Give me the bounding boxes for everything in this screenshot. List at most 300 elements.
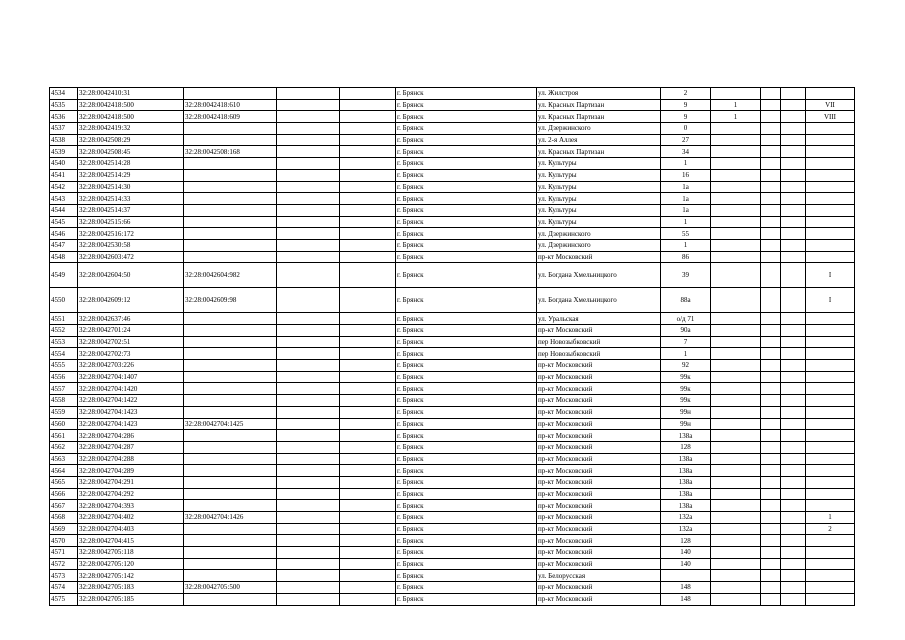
row-number: 4557 [51, 384, 65, 393]
city-name: г. Брянск [397, 338, 424, 347]
city-cell [396, 593, 537, 605]
empty-cell [340, 406, 396, 418]
row-number-cell [50, 500, 78, 512]
cadastral-number: 32:28:0042419:32 [79, 124, 131, 133]
related-cadastral-cell [184, 99, 277, 111]
table-row [50, 570, 855, 582]
row-number: 4547 [51, 241, 65, 250]
cadastral-number-cell [78, 395, 184, 407]
empty-cell [277, 406, 340, 418]
street-cell [537, 488, 661, 500]
premises-cell [806, 123, 855, 135]
row-number: 4568 [51, 513, 65, 522]
street-cell [537, 193, 661, 205]
city-cell [396, 488, 537, 500]
street-name: ул. Культуры [538, 171, 577, 180]
row-number: 4544 [51, 206, 65, 215]
empty-cell [781, 325, 806, 337]
premises-value: I [828, 296, 832, 305]
row-number-cell [50, 204, 78, 216]
empty-cell [761, 288, 781, 313]
house-number-cell [661, 158, 711, 170]
building-cell [711, 593, 761, 605]
city-name: г. Брянск [397, 206, 424, 215]
street-name: пр-кт Московский [538, 326, 593, 335]
premises-cell [806, 476, 855, 488]
house-number-cell [661, 593, 711, 605]
house-number: 138а [678, 466, 693, 475]
building-cell [711, 558, 761, 570]
premises-cell [806, 204, 855, 216]
empty-cell [340, 216, 396, 228]
premises-cell [806, 181, 855, 193]
house-number-cell [661, 523, 711, 535]
premises-cell [806, 263, 855, 288]
house-number: 138а [678, 501, 693, 510]
street-name: ул. Культуры [538, 194, 577, 203]
city-cell [396, 523, 537, 535]
empty-cell [277, 371, 340, 383]
house-number-cell [661, 228, 711, 240]
empty-cell [781, 441, 806, 453]
building-cell [711, 263, 761, 288]
related-cadastral-number: 32:28:0042704:1425 [185, 419, 244, 428]
city-cell [396, 193, 537, 205]
city-name: г. Брянск [397, 136, 424, 145]
premises-cell [806, 88, 855, 100]
cadastral-number: 32:28:0042704:291 [79, 478, 134, 487]
house-number: 138а [678, 489, 693, 498]
empty-cell [761, 158, 781, 170]
empty-cell [340, 263, 396, 288]
empty-cell [761, 239, 781, 251]
premises-cell [806, 383, 855, 395]
street-cell [537, 228, 661, 240]
empty-cell [277, 465, 340, 477]
row-number-cell [50, 570, 78, 582]
house-number-cell [661, 430, 711, 442]
row-number: 4565 [51, 478, 65, 487]
city-cell [396, 535, 537, 547]
table-row [50, 582, 855, 594]
row-number-cell [50, 441, 78, 453]
city-name: г. Брянск [397, 194, 424, 203]
premises-value: VIII [823, 112, 837, 121]
table-row [50, 465, 855, 477]
empty-cell [277, 336, 340, 348]
street-cell [537, 418, 661, 430]
premises-value: 2 [828, 525, 832, 534]
empty-cell [781, 512, 806, 524]
empty-cell [277, 288, 340, 313]
row-number: 4569 [51, 525, 65, 534]
empty-cell [277, 239, 340, 251]
cadastral-number: 32:28:0042508:29 [79, 136, 131, 145]
street-name: ул. Богдана Хмельницкого [538, 296, 617, 305]
empty-cell [340, 204, 396, 216]
building-cell [711, 500, 761, 512]
house-number-cell [661, 193, 711, 205]
street-cell [537, 453, 661, 465]
row-number-cell [50, 263, 78, 288]
cadastral-number-cell [78, 181, 184, 193]
street-name: пр-кт Московский [538, 595, 593, 604]
city-cell [396, 251, 537, 263]
table-row [50, 134, 855, 146]
house-number-cell [661, 360, 711, 372]
house-number: 86 [682, 252, 689, 261]
empty-cell [277, 228, 340, 240]
city-cell [396, 582, 537, 594]
cadastral-number: 32:28:0042703:226 [79, 361, 134, 370]
row-number-cell [50, 371, 78, 383]
house-number-cell [661, 99, 711, 111]
row-number-cell [50, 111, 78, 123]
row-number-cell [50, 158, 78, 170]
row-number: 4566 [51, 489, 65, 498]
related-cadastral-cell [184, 313, 277, 325]
empty-cell [761, 535, 781, 547]
empty-cell [781, 371, 806, 383]
premises-cell [806, 111, 855, 123]
street-name: пр-кт Московский [538, 478, 593, 487]
building-cell [711, 325, 761, 337]
building-cell [711, 193, 761, 205]
empty-cell [340, 547, 396, 559]
empty-cell [277, 146, 340, 158]
city-cell [396, 325, 537, 337]
cadastral-number: 32:28:0042603:472 [79, 252, 134, 261]
empty-cell [761, 88, 781, 100]
premises-cell [806, 535, 855, 547]
empty-cell [761, 204, 781, 216]
empty-cell [761, 570, 781, 582]
city-cell [396, 348, 537, 360]
building-cell [711, 430, 761, 442]
cadastral-number-cell [78, 430, 184, 442]
related-cadastral-cell [184, 204, 277, 216]
empty-cell [277, 593, 340, 605]
house-number-cell [661, 325, 711, 337]
table-row [50, 158, 855, 170]
street-name: пр-кт Московский [538, 408, 593, 417]
row-number: 4546 [51, 229, 65, 238]
related-cadastral-cell [184, 406, 277, 418]
related-cadastral-cell [184, 547, 277, 559]
street-name: пр-кт Московский [538, 548, 593, 557]
cadastral-number: 32:28:0042515:66 [79, 217, 131, 226]
building-cell [711, 158, 761, 170]
table-row [50, 99, 855, 111]
empty-cell [781, 123, 806, 135]
row-number: 4540 [51, 159, 65, 168]
building-cell [711, 169, 761, 181]
city-name: г. Брянск [397, 182, 424, 191]
house-number-cell [661, 239, 711, 251]
cadastral-number-cell [78, 418, 184, 430]
city-name: г. Брянск [397, 89, 424, 98]
empty-cell [761, 111, 781, 123]
city-name: г. Брянск [397, 443, 424, 452]
street-cell [537, 500, 661, 512]
empty-cell [277, 488, 340, 500]
building-cell [711, 488, 761, 500]
row-number: 4539 [51, 147, 65, 156]
empty-cell [340, 500, 396, 512]
city-cell [396, 360, 537, 372]
cadastral-number-cell [78, 360, 184, 372]
empty-cell [340, 488, 396, 500]
cadastral-number-cell [78, 348, 184, 360]
city-cell [396, 99, 537, 111]
row-number-cell [50, 535, 78, 547]
city-name: г. Брянск [397, 489, 424, 498]
cadastral-number-cell [78, 523, 184, 535]
building-cell [711, 441, 761, 453]
row-number: 4573 [51, 571, 65, 580]
house-number: 132а [678, 513, 693, 522]
row-number-cell [50, 169, 78, 181]
premises-value: VII [825, 101, 835, 110]
cadastral-number-cell [78, 251, 184, 263]
row-number-cell [50, 593, 78, 605]
empty-cell [781, 488, 806, 500]
row-number: 4556 [51, 373, 65, 382]
cadastral-number-cell [78, 263, 184, 288]
building-cell [711, 336, 761, 348]
premises-value: 1 [828, 513, 832, 522]
cadastral-number: 32:28:0042705:118 [79, 548, 134, 557]
street-cell [537, 158, 661, 170]
cadastral-number-cell [78, 88, 184, 100]
related-cadastral-number: 32:28:0042609:98 [185, 296, 237, 305]
cadastral-number: 32:28:0042704:1420 [79, 384, 138, 393]
street-cell [537, 406, 661, 418]
house-number-cell [661, 204, 711, 216]
empty-cell [761, 395, 781, 407]
house-number: 1 [683, 159, 688, 168]
table-row [50, 453, 855, 465]
street-name: пр-кт Московский [538, 525, 593, 534]
row-number: 4570 [51, 536, 65, 545]
related-cadastral-cell [184, 193, 277, 205]
street-cell [537, 512, 661, 524]
cadastral-number-cell [78, 593, 184, 605]
row-number: 4572 [51, 560, 65, 569]
empty-cell [781, 181, 806, 193]
house-number-cell [661, 336, 711, 348]
empty-cell [277, 123, 340, 135]
premises-cell [806, 193, 855, 205]
cadastral-number: 32:28:0042704:1423 [79, 419, 138, 428]
cadastral-number-cell [78, 383, 184, 395]
city-cell [396, 430, 537, 442]
related-cadastral-cell [184, 348, 277, 360]
street-name: пр-кт Московский [538, 489, 593, 498]
row-number-cell [50, 134, 78, 146]
street-cell [537, 570, 661, 582]
empty-cell [340, 535, 396, 547]
premises-cell [806, 146, 855, 158]
house-number: 1 [683, 241, 688, 250]
empty-cell [781, 336, 806, 348]
city-cell [396, 465, 537, 477]
related-cadastral-cell [184, 251, 277, 263]
house-number: 1а [682, 206, 689, 215]
house-number: 1а [682, 182, 689, 191]
city-name: г. Брянск [397, 454, 424, 463]
street-name: ул. Культуры [538, 217, 577, 226]
row-number-cell [50, 216, 78, 228]
cadastral-number-cell [78, 204, 184, 216]
premises-cell [806, 239, 855, 251]
premises-cell [806, 570, 855, 582]
building-cell [711, 88, 761, 100]
city-name: г. Брянск [397, 271, 424, 280]
street-name: ул. Дзержинского [538, 241, 591, 250]
table-row [50, 348, 855, 360]
house-number: 2 [683, 89, 688, 98]
cadastral-number: 32:28:0042701:24 [79, 326, 131, 335]
empty-cell [277, 348, 340, 360]
related-cadastral-cell [184, 430, 277, 442]
empty-cell [781, 558, 806, 570]
house-number-cell [661, 313, 711, 325]
related-cadastral-cell [184, 263, 277, 288]
street-cell [537, 146, 661, 158]
city-cell [396, 476, 537, 488]
street-cell [537, 547, 661, 559]
table-row [50, 558, 855, 570]
related-cadastral-cell [184, 418, 277, 430]
related-cadastral-number: 32:28:0042704:1426 [185, 513, 244, 522]
premises-cell [806, 313, 855, 325]
table-row [50, 430, 855, 442]
empty-cell [761, 251, 781, 263]
building-value: 1 [733, 112, 738, 121]
house-number-cell [661, 500, 711, 512]
city-cell [396, 134, 537, 146]
row-number: 4538 [51, 136, 65, 145]
row-number-cell [50, 395, 78, 407]
building-cell [711, 251, 761, 263]
row-number: 4559 [51, 408, 65, 417]
street-cell [537, 325, 661, 337]
empty-cell [761, 99, 781, 111]
street-cell [537, 169, 661, 181]
building-cell [711, 547, 761, 559]
row-number-cell [50, 88, 78, 100]
related-cadastral-cell [184, 500, 277, 512]
row-number-cell [50, 251, 78, 263]
house-number: 1 [683, 217, 688, 226]
table-row [50, 169, 855, 181]
city-name: г. Брянск [397, 408, 424, 417]
house-number-cell [661, 465, 711, 477]
related-cadastral-cell [184, 371, 277, 383]
empty-cell [781, 251, 806, 263]
table-row [50, 146, 855, 158]
cadastral-number: 32:28:0042704:403 [79, 525, 134, 534]
empty-cell [277, 523, 340, 535]
empty-cell [277, 500, 340, 512]
premises-cell [806, 288, 855, 313]
city-cell [396, 239, 537, 251]
table-row [50, 488, 855, 500]
empty-cell [761, 406, 781, 418]
empty-cell [781, 547, 806, 559]
cadastral-number-cell [78, 239, 184, 251]
empty-cell [277, 535, 340, 547]
building-cell [711, 371, 761, 383]
empty-cell [781, 216, 806, 228]
cadastral-number: 32:28:0042705:142 [79, 571, 134, 580]
cadastral-number: 32:28:0042514:29 [79, 171, 131, 180]
empty-cell [340, 593, 396, 605]
house-number-cell [661, 216, 711, 228]
house-number-cell [661, 169, 711, 181]
house-number: 9 [683, 112, 688, 121]
city-cell [396, 204, 537, 216]
related-cadastral-cell [184, 441, 277, 453]
empty-cell [761, 558, 781, 570]
building-cell [711, 123, 761, 135]
row-number-cell [50, 547, 78, 559]
cadastral-number: 32:28:0042704:289 [79, 466, 134, 475]
related-cadastral-cell [184, 181, 277, 193]
empty-cell [277, 134, 340, 146]
house-number-cell [661, 348, 711, 360]
building-cell [711, 111, 761, 123]
related-cadastral-cell [184, 134, 277, 146]
street-cell [537, 360, 661, 372]
empty-cell [781, 523, 806, 535]
empty-cell [781, 158, 806, 170]
house-number: 138а [678, 431, 693, 440]
city-cell [396, 395, 537, 407]
house-number-cell [661, 111, 711, 123]
cadastral-number-cell [78, 99, 184, 111]
row-number: 4571 [51, 548, 65, 557]
row-number-cell [50, 383, 78, 395]
empty-cell [340, 371, 396, 383]
house-number-cell [661, 406, 711, 418]
city-cell [396, 158, 537, 170]
street-name: ул. Культуры [538, 182, 577, 191]
row-number-cell [50, 228, 78, 240]
city-cell [396, 371, 537, 383]
city-cell [396, 558, 537, 570]
house-number-cell [661, 251, 711, 263]
row-number-cell [50, 453, 78, 465]
city-cell [396, 441, 537, 453]
empty-cell [761, 336, 781, 348]
house-number-cell [661, 488, 711, 500]
row-number-cell [50, 288, 78, 313]
empty-cell [277, 204, 340, 216]
row-number: 4553 [51, 338, 65, 347]
empty-cell [277, 181, 340, 193]
house-number-cell [661, 512, 711, 524]
empty-cell [781, 430, 806, 442]
house-number-cell [661, 263, 711, 288]
street-name: пр-кт Московский [538, 373, 593, 382]
city-cell [396, 512, 537, 524]
street-cell [537, 465, 661, 477]
premises-cell [806, 395, 855, 407]
empty-cell [277, 216, 340, 228]
city-cell [396, 336, 537, 348]
